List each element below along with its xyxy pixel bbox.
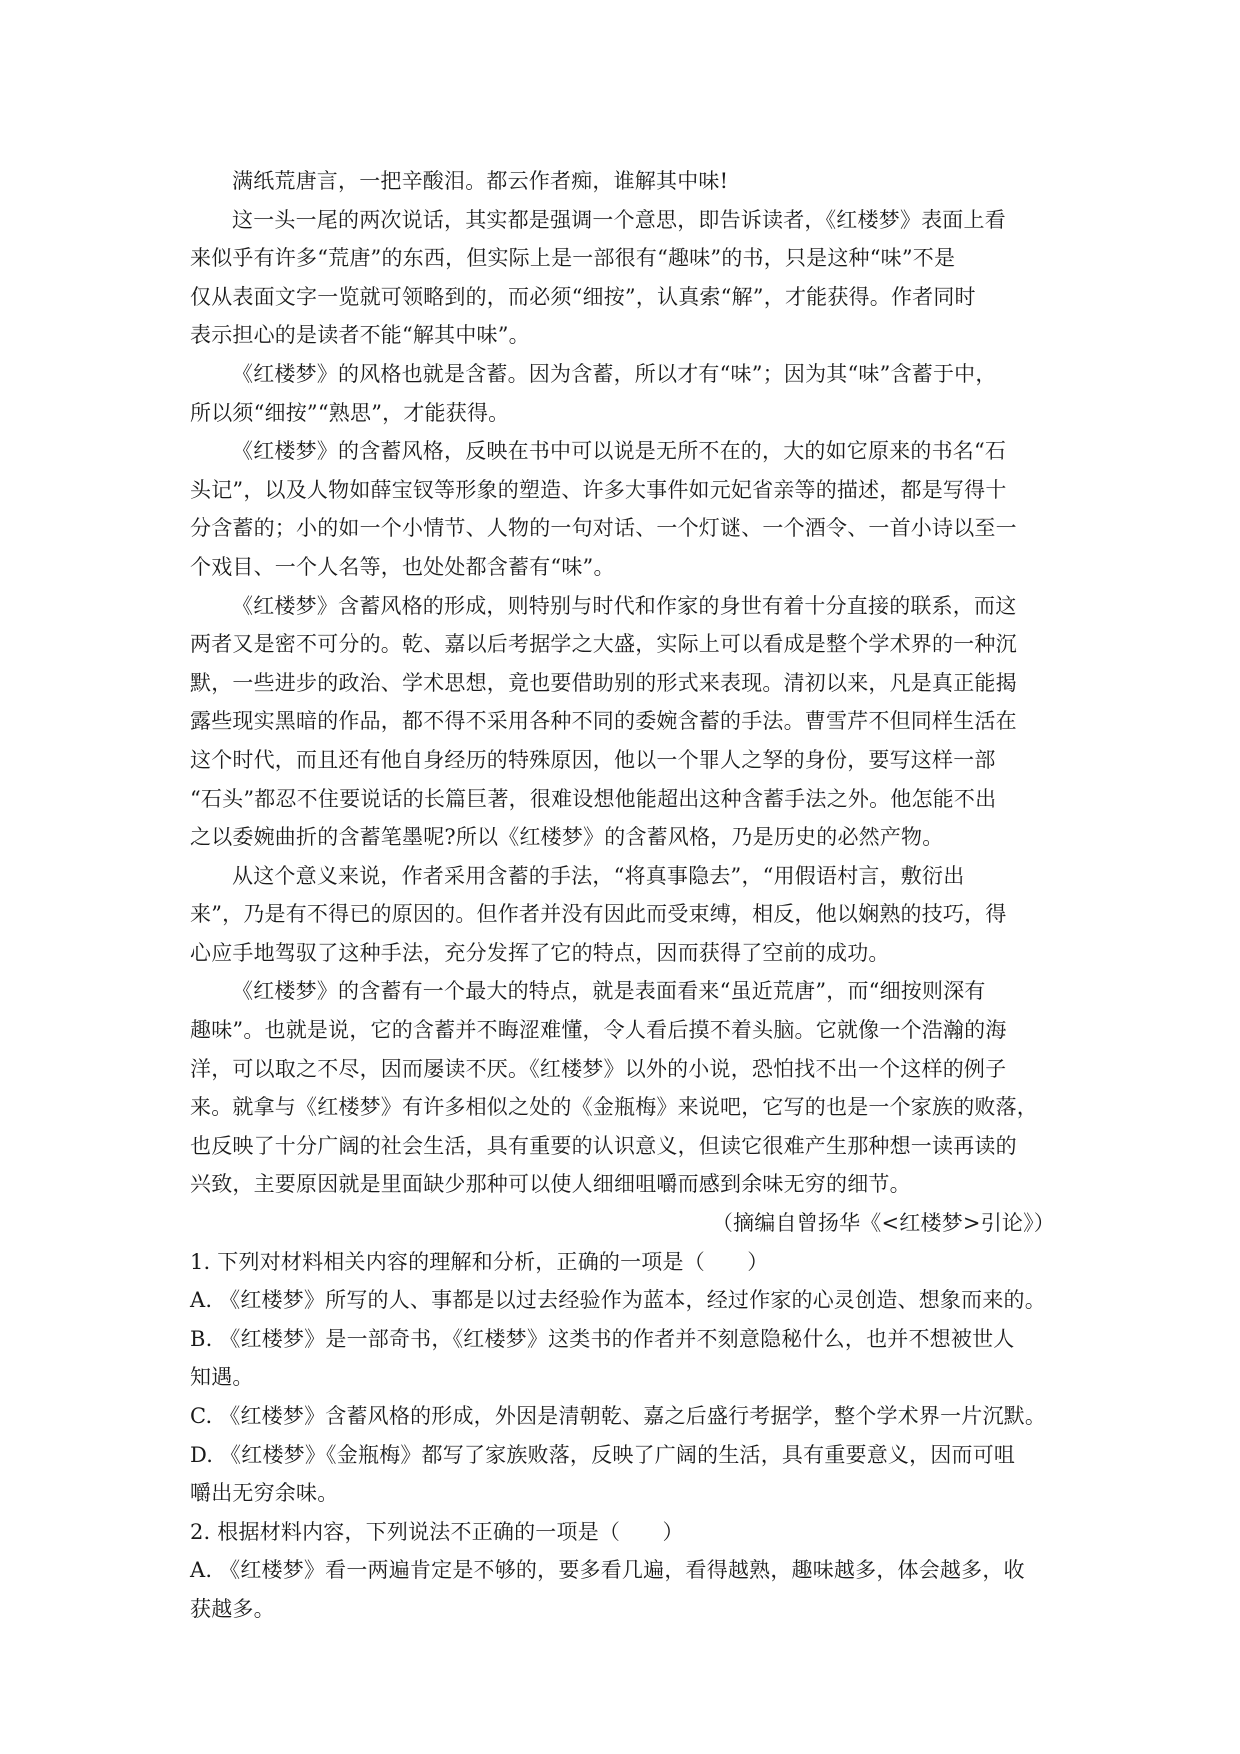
passage-line: 来似乎有许多“荒唐”的东西，但实际上是一部很有“趣味”的书，只是这种“味”不是 — [190, 246, 956, 271]
passage-line: “石头”都忍不住要说话的长篇巨著，很难设想他能超出这种含蓄手法之外。他怎能不出 — [190, 786, 997, 811]
source-citation: （摘编自曾扬华《<红楼梦>引论》） — [711, 1211, 1055, 1236]
answer-option — [190, 1281, 1055, 1320]
passage-line: 露些现实黑暗的作品，都不得不采用各种不同的委婉含蓄的手法。曹雪芹不但同样生活在 — [190, 709, 1017, 734]
passage-line: 《红楼梦》含蓄风格的形成，则特别与时代和作家的身世有着十分直接的联系，而这 — [232, 593, 1017, 618]
answer-option-line: A. 《红楼梦》所写的人、事都是以过去经验作为蓝本，经过作家的心灵创造、想象而来的。 — [190, 1288, 1046, 1313]
passage-line: 这一头一尾的两次说话，其实都是强调一个意思，即告诉读者，《红楼梦》表面上看 — [232, 207, 1006, 232]
passage-line: 兴致，主要原因就是里面缺少那种可以使人细细咀嚼而感到余味无穷的细节。 — [190, 1172, 911, 1197]
passage-line: 这个时代，而且还有他自身经历的特殊原因，他以一个罪人之孥的身份，要写这样一部 — [190, 747, 996, 772]
passage-line: 从这个意义来说，作者采用含蓄的手法，“将真事隐去”，“用假语村言，敷衍出 — [232, 863, 965, 888]
passage-line: 趣味”。也就是说，它的含蓄并不晦涩难懂，令人看后摸不着头脑。它就像一个浩瀚的海 — [190, 1018, 1007, 1043]
question-stem: 1. 下列对材料相关内容的理解和分析，正确的一项是（ ） — [190, 1249, 769, 1274]
answer-option — [190, 1436, 1055, 1513]
answer-option — [190, 1551, 1055, 1628]
answer-option-line: A. 《红楼梦》看一两遍肯定是不够的，要多看几遍，看得越熟，趣味越多，体会越多，收 — [190, 1558, 1025, 1583]
answer-option — [190, 1397, 1055, 1436]
passage-line: 之以委婉曲折的含蓄笔墨呢?所以《红楼梦》的含蓄风格，乃是历史的必然产物。 — [190, 825, 944, 850]
answer-option-line: C. 《红楼梦》含蓄风格的形成，外因是清朝乾、嘉之后盛行考据学，整个学术界一片沉默。 — [190, 1404, 1047, 1428]
passage-line: 所以须“细按”“熟思”，才能获得。 — [190, 400, 510, 425]
passage-line: 心应手地驾驭了这种手法，充分发挥了它的特点，因而获得了空前的成功。 — [190, 940, 890, 965]
answer-option-line: 嚼出无穷余味。 — [190, 1481, 339, 1506]
answer-option-line: B. 《红楼梦》是一部奇书，《红楼梦》这类书的作者并不刻意隐秘什么，也并不想被世人 — [190, 1326, 1015, 1351]
answer-option-line: 获越多。 — [190, 1596, 275, 1621]
question-2 — [190, 1513, 1055, 1629]
passage-line: 仅从表面文字一览就可领略到的，而必须“细按”，认真索“解”，才能获得。作者同时 — [190, 284, 976, 309]
passage-line: 洋，可以取之不尽，因而屡读不厌。《红楼梦》以外的小说，恐怕找不出一个这样的例子 — [190, 1056, 1007, 1081]
passage-line: 个戏目、一个人名等，也处处都含蓄有“味”。 — [190, 554, 615, 579]
question-1 — [190, 1243, 1055, 1513]
passage-line: 来。就拿与《红楼梦》有许多相似之处的《金瓶梅》来说吧，它写的也是一个家族的败落， — [190, 1095, 1038, 1120]
question-stem: 2. 根据材料内容，下列说法不正确的一项是（ ） — [190, 1519, 684, 1544]
passage-line: 满纸荒唐言，一把辛酸泪。都云作者痴，谁解其中味! — [232, 169, 729, 193]
answer-option-line: D. 《红楼梦》《金瓶梅》都写了家族败落，反映了广阔的生活，具有重要意义，因而可咀 — [190, 1442, 1016, 1467]
questions-section — [190, 1243, 1055, 1629]
passage-line: 《红楼梦》的含蓄风格，反映在书中可以说是无所不在的，大的如它原来的书名“石 — [232, 439, 1007, 464]
passage-line: 《红楼梦》的含蓄有一个最大的特点，就是表面看来“虽近荒唐”，而“细按则深有 — [232, 979, 986, 1004]
passage-line: 《红楼梦》的风格也就是含蓄。因为含蓄，所以才有“味”；因为其“味”含蓄于中， — [232, 361, 997, 386]
answer-option-line: 知遇。 — [190, 1365, 254, 1390]
passage-line: 分含蓄的；小的如一个小情节、人物的一句对话、一个灯谜、一个酒令、一首小诗以至一 — [190, 516, 1017, 541]
passage-line: 表示担心的是读者不能“解其中味”。 — [190, 323, 530, 348]
document-page — [190, 162, 1055, 1629]
passage-line: 两者又是密不可分的。乾、嘉以后考据学之大盛，实际上可以看成是整个学术界的一种沉 — [190, 632, 1017, 657]
passage-line: 来”，乃是有不得已的原因的。但作者并没有因此而受束缚，相反，他以娴熟的技巧，得 — [190, 902, 1007, 927]
passage-line: 头记”，以及人物如薛宝钗等形象的塑造、许多大事件如元妃省亲等的描述，都是写得十 — [190, 477, 1007, 502]
passage — [190, 162, 1055, 1204]
passage-line: 默，一些进步的政治、学术思想，竟也要借助别的形式来表现。清初以来，凡是真正能揭 — [190, 670, 1017, 695]
answer-option — [190, 1320, 1055, 1397]
passage-line: 也反映了十分广阔的社会生活，具有重要的认识意义，但读它很难产生那种想一读再读的 — [190, 1133, 1017, 1158]
